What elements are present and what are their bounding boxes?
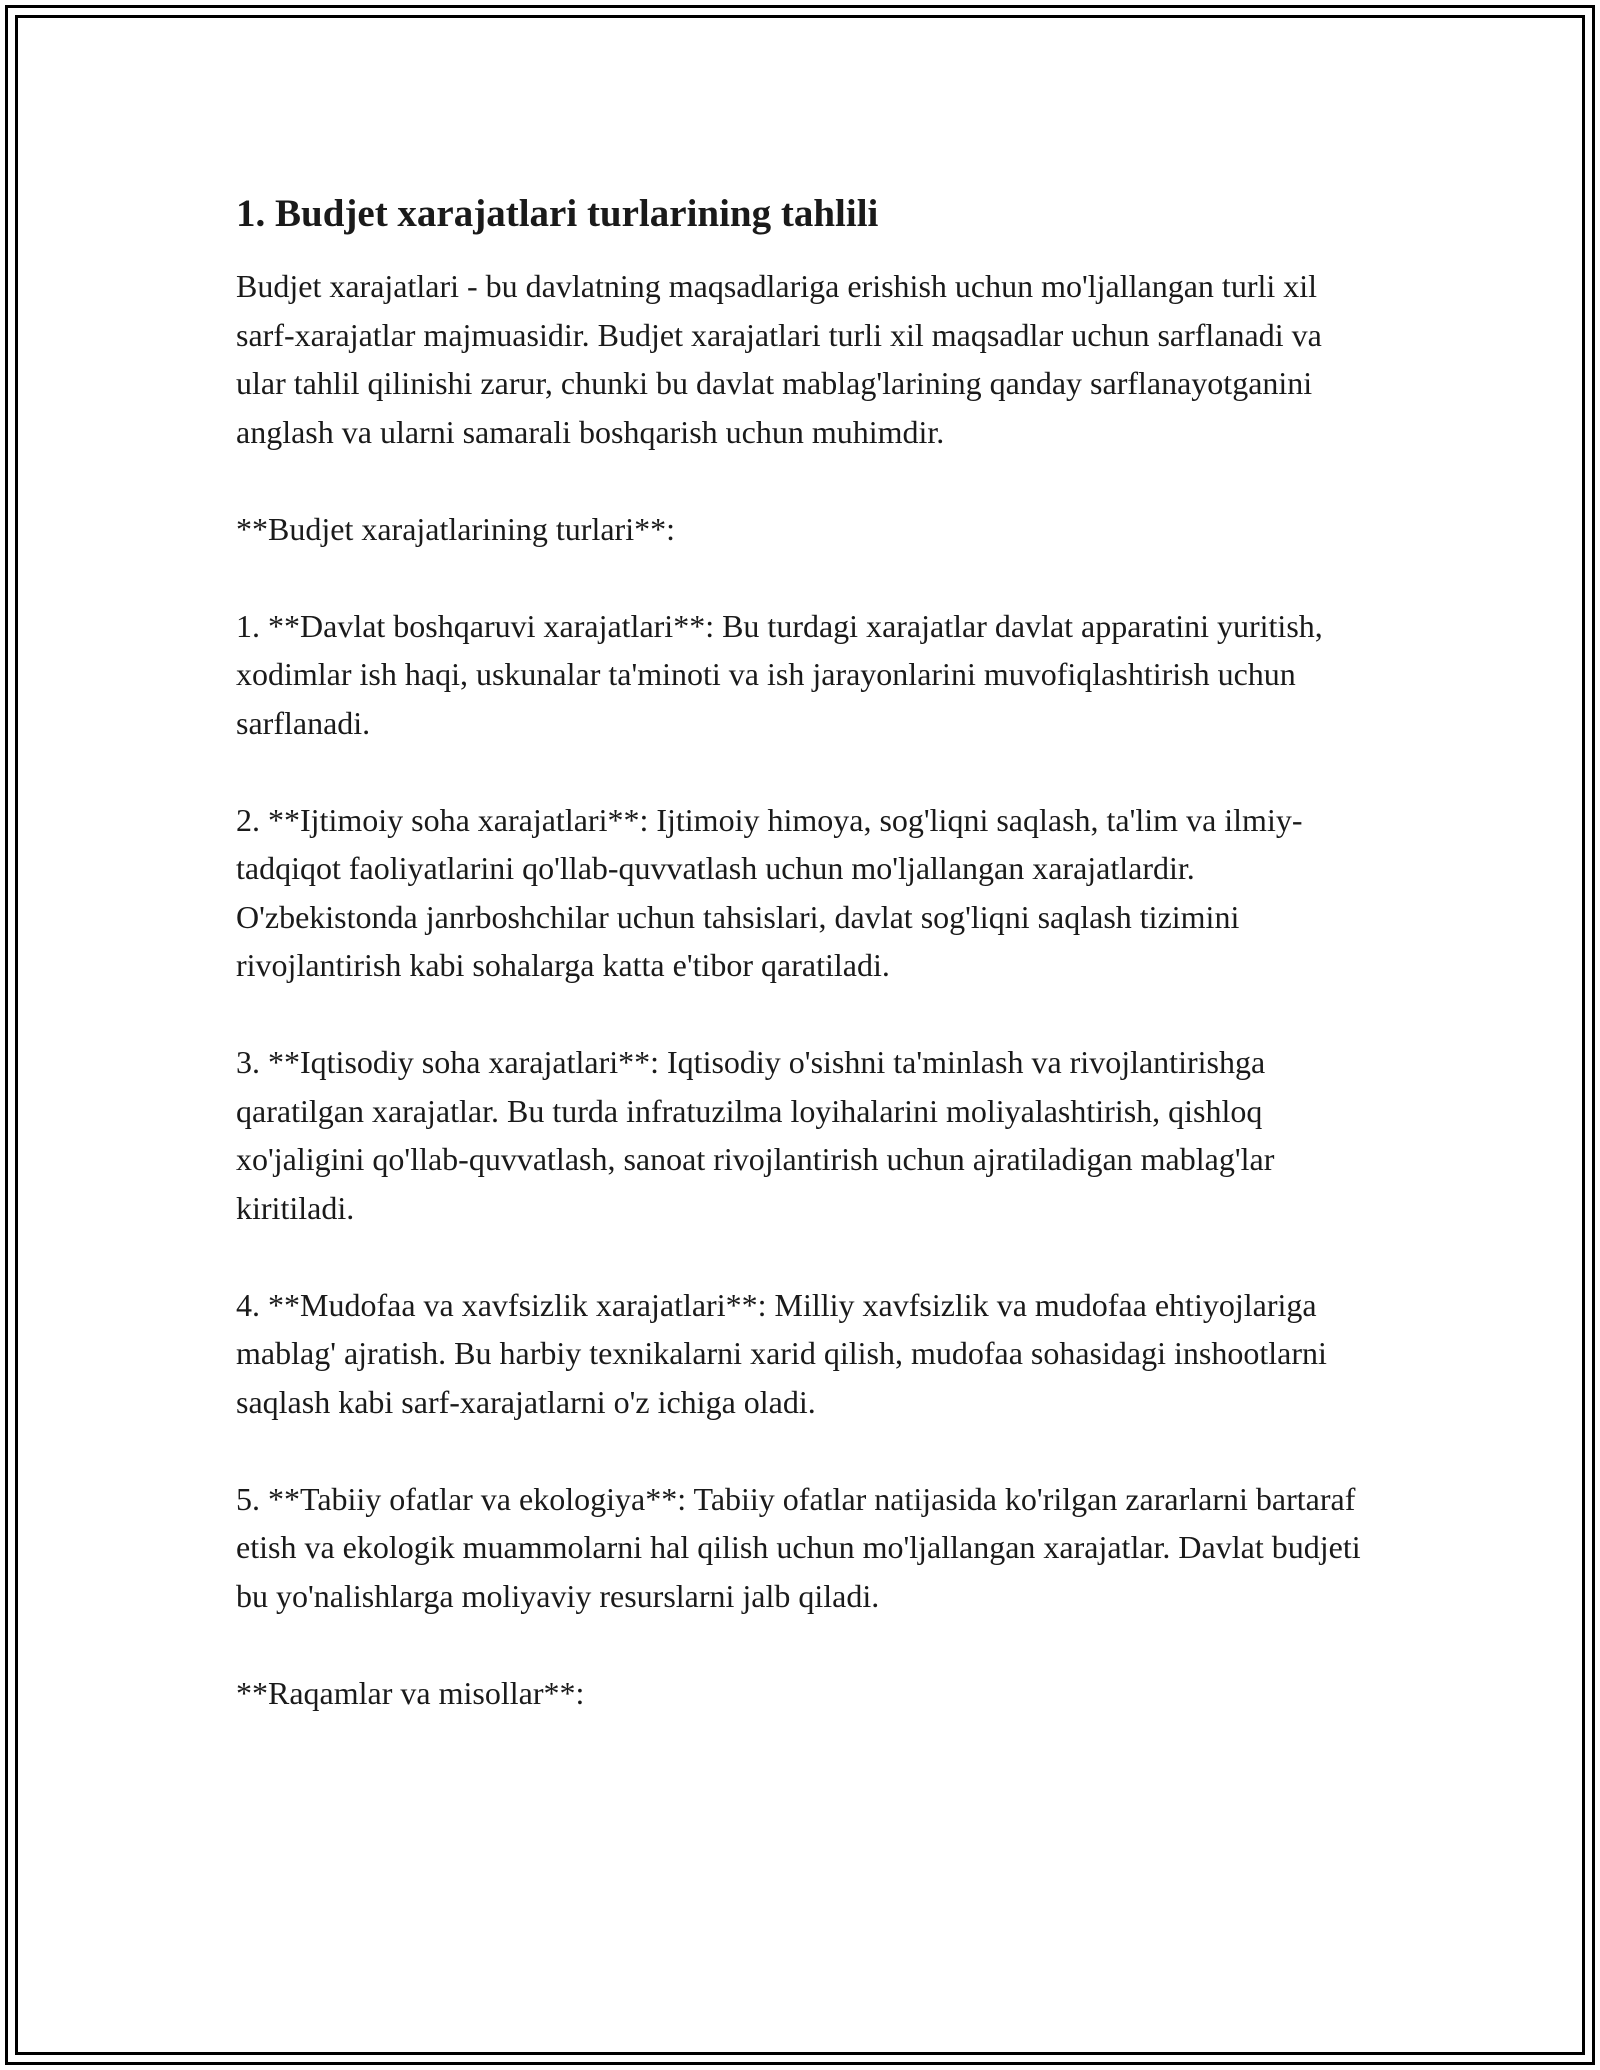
list-item-1: 1. **Davlat boshqaruvi xarajatlari**: Bu turdagi xarajatlar davlat apparatini yuritish, xodimlar ish haqi, uskunalar ta'minoti va ish jarayonlarini muvofiqlashtirish uchun sarflanadi. (236, 607, 1323, 741)
section-heading-numbers: **Raqamlar va misollar**: (236, 1674, 585, 1711)
list-item-3: 3. **Iqtisodiy soha xarajatlari**: Iqtisodiy o'sishni ta'minlash va rivojlantirishga qaratilgan xarajatlar. Bu turda infratuzilma loyihalarini moliyalashtirish, qishloq xo'jaligini qo'llab-quvvatlash, sanoat rivojlantirish uchun ajratiladigan mablag'lar kiritiladi. (236, 1044, 1275, 1226)
intro-paragraph: Budjet xarajatlari - bu davlatning maqsadlariga erishish uchun mo'ljallangan turli xil sarf-xarajatlar majmuasidir. Budjet xarajatlari turli xil maqsadlar uchun sarflanadi va ular tahlil qilinishi zarur, chunki bu davlat mablag'larining qanday sarflanayotganini anglash va ularni samarali boshqarish uchun muhimdir. (236, 268, 1322, 450)
document-body (236, 186, 1376, 1766)
document-title: 1. Budjet xarajatlari turlarining tahlili (236, 192, 879, 235)
section-heading-types: **Budjet xarajatlarining turlari**: (236, 510, 675, 547)
list-item-5: 5. **Tabiiy ofatlar va ekologiya**: Tabiiy ofatlar natijasida ko'rilgan zararlarni bartaraf etish va ekologik muammolarni hal qilish uchun mo'ljallangan xarajatlar. Davlat budjeti bu yo'nalishlarga moliyaviy resurslarni jalb qiladi. (236, 1480, 1361, 1614)
list-item-4: 4. **Mudofaa va xavfsizlik xarajatlari**: Milliy xavfsizlik va mudofaa ehtiyojlariga mablag' ajratish. Bu harbiy texnikalarni xarid qilish, mudofaa sohasidagi inshootlarni saqlash kabi sarf-xarajatlarni o'z ichiga oladi. (236, 1286, 1327, 1420)
list-item-2: 2. **Ijtimoiy soha xarajatlari**: Ijtimoiy himoya, sog'liqni saqlash, ta'lim va ilmiy-tadqiqot faoliyatlarini qo'llab-quvvatlash uchun mo'ljallangan xarajatlardir. O'zbekistonda janrboshchilar uchun tahsislari, davlat sog'liqni saqlash tizimini rivojlantirish kabi sohalarga katta e'tibor qaratiladi. (236, 801, 1303, 983)
